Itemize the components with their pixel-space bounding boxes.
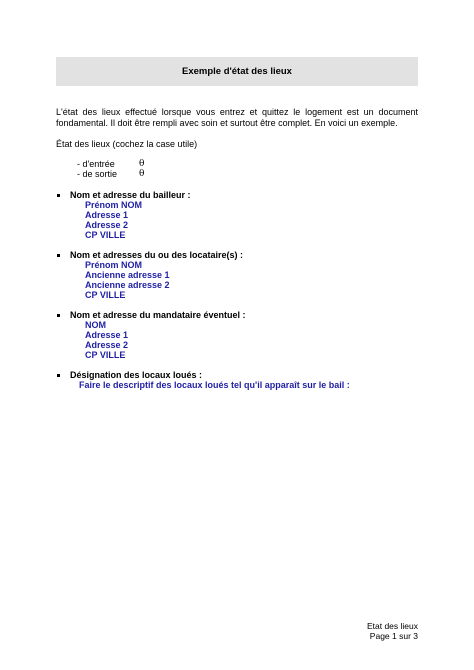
placeholder-line: Prénom NOM — [85, 260, 143, 270]
section-lines — [85, 200, 142, 240]
option-entree-checkbox[interactable]: θ — [139, 159, 145, 169]
placeholder-line: Adresse 2 — [85, 220, 129, 230]
section-title: Nom et adresses du ou des locataire(s) : — [70, 250, 244, 260]
placeholder-line: NOM — [85, 320, 106, 330]
section-title: Nom et adresse du mandataire éventuel : — [70, 310, 246, 320]
placeholder-line: Ancienne adresse 1 — [85, 270, 170, 280]
section-title: Désignation des locaux loués : — [70, 370, 203, 380]
footer-page-number: Page 1 sur 3 — [369, 631, 418, 641]
placeholder-line: Ancienne adresse 2 — [85, 280, 170, 290]
option-sortie-checkbox[interactable]: θ — [139, 169, 145, 179]
placeholder-line: CP VILLE — [85, 290, 126, 300]
bullet-icon — [57, 194, 60, 197]
placeholder-line: Adresse 2 — [85, 340, 129, 350]
placeholder-line: Faire le descriptif des locaux loués tel qu'il apparaît sur le bail : — [79, 380, 350, 390]
placeholder-line: CP VILLE — [85, 230, 126, 240]
placeholder-line: CP VILLE — [85, 350, 126, 360]
document-title-box — [56, 57, 418, 86]
option-sortie-label: - de sortie — [77, 169, 118, 179]
section-lines — [85, 260, 170, 300]
placeholder-line: Prénom NOM — [85, 200, 143, 210]
section-lines — [79, 380, 350, 390]
option-entree-label: - d'entrée — [77, 159, 115, 169]
bullet-icon — [57, 374, 60, 377]
placeholder-line: Adresse 1 — [85, 330, 129, 340]
bullet-icon — [57, 314, 60, 317]
section-lines — [85, 320, 128, 360]
document-title: Exemple d'état des lieux — [182, 66, 292, 77]
intro-paragraph: L'état des lieux effectué lorsque vous entrez et quittez le logement est un document fondamental. Il doit être rempli avec soin et surtout être complet. En voici un exemple. — [56, 107, 418, 128]
bullet-icon — [57, 254, 60, 257]
section-title: Nom et adresse du bailleur : — [70, 190, 191, 200]
type-prompt: État des lieux (cochez la case utile) — [56, 139, 198, 149]
footer-doc-name: Etat des lieux — [366, 621, 418, 631]
page-footer — [367, 621, 418, 641]
placeholder-line: Adresse 1 — [85, 210, 129, 220]
